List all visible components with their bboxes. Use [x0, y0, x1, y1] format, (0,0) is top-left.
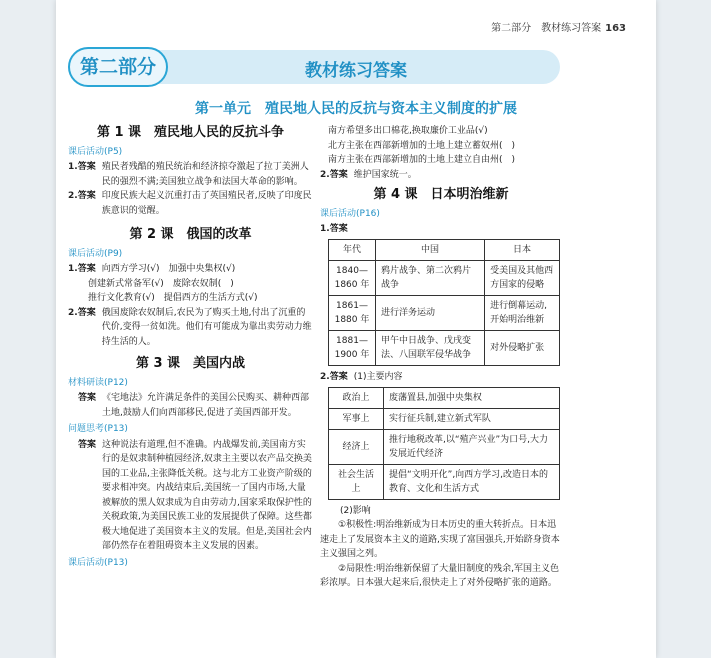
table-row — [329, 261, 560, 296]
paragraph: ①积极性:明治维新成为日本历史的重大转折点。日本迅速走上了发展资本主义的道路,实现了富国强兵,开始跻身资本主义强国之列。 — [320, 520, 560, 559]
answer-item: 答案 《宅地法》允许满足条件的美国公民购买、耕种西部土地,鼓励人们向西部移民,促进了美国西部开发。 — [78, 393, 310, 418]
unit-title: 第一单元 殖民地人民的反抗与资本主义制度的扩展 — [195, 101, 517, 117]
table-cell: 甲午中日战争、戊戌变法、八国联军侵华战争 — [376, 331, 485, 366]
table-cell: 废藩置县,加强中央集权 — [384, 387, 560, 408]
part-label: 第二部分 — [68, 47, 168, 87]
answer-item: 1. 答案 殖民者残酷的殖民统治和经济掠夺激起了拉丁美洲人民的强烈不满;美国独立战争和法国大革命的影响。 — [68, 162, 309, 187]
answer-line: 南方主张在西部新增加的土地上建立自由州( ) — [328, 155, 516, 165]
column-header: 中国 — [376, 239, 485, 261]
lesson-title: 第 4 课 日本明治维新 — [373, 187, 509, 202]
table-cell: 社会生活上 — [329, 464, 384, 499]
column-header: 年代 — [329, 239, 376, 261]
lesson-title: 第 3 课 美国内战 — [135, 356, 246, 371]
comparison-table — [328, 239, 560, 367]
table-row — [329, 464, 560, 499]
section-label: 课后活动(P9) — [68, 248, 123, 259]
answer-item: 答案 这种说法有道理,但不准确。内战爆发前,美国南方实行的是奴隶制种植园经济,奴隶主主要以农产品交换美国的工业品,主张降低关税。这与北方工业资产阶级的要求相冲突。内战结束后,美国统一了国内市场,大量被解放的黑人奴隶成为自由劳动力,国家采取保护性的关税政策,为美国民族工业的发展提供了保障。这些都极大地促进了美国资本主义的发展。但是,美国社会内部仍然存在着阻碍资本主义发展的因素。 — [78, 439, 312, 551]
table-cell: 军事上 — [329, 408, 384, 429]
paragraph: ②局限性:明治维新保留了大量旧制度的残余,军国主义色彩浓厚。日本强大起来后,很快走上了对外侵略扩张的道路。 — [320, 563, 559, 588]
table-cell: 实行征兵制,建立新式军队 — [384, 408, 560, 429]
table-cell: 1881—1900 年 — [329, 331, 376, 366]
answer-line: 南方希望多出口棉花,换取廉价工业品(√) — [328, 126, 488, 136]
answer-line: 北方主张在西部新增加的土地上建立蓄奴州( ) — [328, 140, 516, 151]
table-cell: 提倡“文明开化”,向西方学习,改造日本的教育、文化和生活方式 — [384, 464, 560, 499]
table-cell: 经济上 — [329, 429, 384, 464]
answer-item: 2. 答案 (1)主要内容 — [320, 372, 403, 382]
right-column — [320, 124, 562, 591]
page — [56, 0, 656, 658]
table-header-row — [329, 239, 560, 261]
answer-line: 推行文化教育(√) 提倡西方的生活方式(√) — [88, 293, 258, 303]
table-row — [329, 408, 560, 429]
table-cell: 对外侵略扩张 — [485, 331, 560, 366]
running-head — [491, 19, 626, 34]
column-header: 日本 — [485, 239, 560, 261]
answer-line: 创建新式常备军(√) 废除农奴制( ) — [88, 278, 234, 289]
table-cell: 进行洋务运动 — [376, 296, 485, 331]
table-row — [329, 429, 560, 464]
answer-item: 2. 答案 维护国家统一。 — [320, 169, 417, 180]
answer-line: (2)影响 — [340, 505, 371, 516]
table-cell: 推行地税改革,以“殖产兴业”为口号,大力发展近代经济 — [384, 429, 560, 464]
section-label: 课后活动(P13) — [68, 557, 128, 568]
reform-table — [328, 387, 560, 500]
table-cell: 1840—1860 年 — [329, 261, 376, 296]
section-label: 材料研读(P12) — [68, 377, 128, 388]
running-head-section: 第二部分 教材练习答案 — [491, 23, 602, 34]
table-row — [329, 387, 560, 408]
part-title: 教材练习答案 — [305, 61, 407, 81]
section-label: 问题思考(P13) — [68, 424, 128, 434]
answer-item: 2. 答案 俄国废除农奴制后,农民为了购买土地,付出了沉重的代价,变得一贫如洗。他们有可能成为靠出卖劳动力维持生活的人。 — [68, 307, 312, 347]
table-cell: 受美国及其他西方国家的侵略 — [485, 261, 560, 296]
table-row — [329, 296, 560, 331]
table-row — [329, 331, 560, 366]
table-cell: 鸦片战争、第二次鸦片战争 — [376, 261, 485, 296]
table-cell: 1861—1880 年 — [329, 296, 376, 331]
answer-item: 1. 答案 — [320, 224, 348, 234]
section-label: 课后活动(P5) — [68, 146, 123, 157]
table-cell: 进行倒幕运动,开始明治维新 — [485, 296, 560, 331]
lesson-title: 第 2 课 俄国的改革 — [129, 227, 252, 242]
answer-item: 1. 答案 向西方学习(√) 加强中央集权(√) — [68, 264, 236, 274]
table-cell: 政治上 — [329, 387, 384, 408]
left-column — [68, 124, 313, 571]
section-label: 课后活动(P16) — [320, 208, 380, 219]
page-number: 163 — [605, 23, 626, 34]
answer-item: 2. 答案 印度民族大起义沉重打击了英国殖民者,反映了印度民族意识的觉醒。 — [68, 191, 312, 216]
lesson-title: 第 1 课 殖民地人民的反抗斗争 — [96, 125, 285, 140]
